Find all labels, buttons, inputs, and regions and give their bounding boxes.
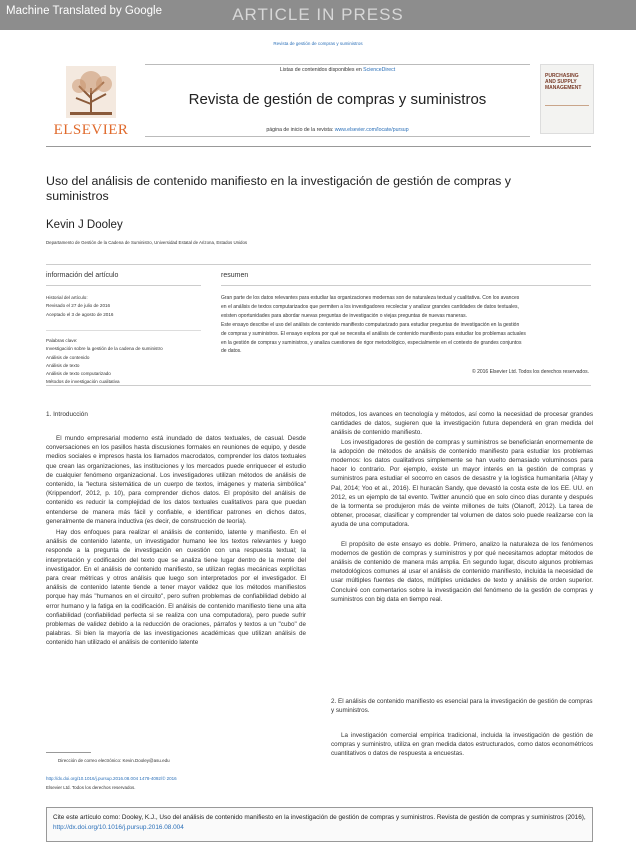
elsevier-tree-logo <box>46 64 136 120</box>
abstract-heading: resumen <box>221 272 249 279</box>
keyword: Análisis de contenido <box>46 354 90 360</box>
abstract-line: en el análisis de textos computarizados que permiten a los investigadores recolectar y analizar grandes cantidades de datos textuales, <box>221 303 519 310</box>
paragraph: métodos, los avances en tecnología y métodos, así como la necesidad de procesar grandes cantidades de datos, sugieren que la investigación futura dependerá en gran medida del análisis de contenido manifiesto. <box>331 411 593 437</box>
paragraph: Hay dos enfoques para realizar el análisis de contenido, latente y manifiesto. En el análisis de contenido latente, un investigador humano lee los textos relevantes y luego responde a la pregunta de investigación en cuestión con una respuesta textual; la interpretación y codificación del texto que se analiza tiene lugar dentro de la mente del investigador. En el análisis de contenido manifiesto, se utilizan reglas mecánicas explícitas para crear métricas y otros análisis que luego son interpretados por el investigador. El análisis de contenido latente tiende a tener mayor validez que los métodos manifiestos porque hay más "humanos en el circuito", pero sufren problemas de confiabilidad debido al error humano y la fatiga en la codificación. El análisis de contenido manifiesto tiene una alta confiabilidad (confiabilidad perfecta si se realiza con una computadora), pero puede sufrir problemas de validez debido a la reducción de oraciones, párrafos y textos a un "cubo" de palabras. Si bien la mayoría de las investigaciones académicas que utilizan análisis de contenido han utilizado el análisis de contenido latente <box>46 529 306 647</box>
info-divider <box>46 285 201 286</box>
citation-prefix: Cite este artículo como: Dooley, K.J., Uso del análisis de contenido manifiesto en la investigación de gestión de compras y suministros. Revista de gestión de compras y <box>53 814 530 821</box>
publisher-logo-text: ELSEVIER <box>53 122 129 138</box>
paragraph: El propósito de este ensayo es doble. Primero, analizo la naturaleza de los fenómenos modernos de gestión de compras y suministros y por qué necesitamos adoptar métodos de análisis de contenido de manera más amplia. En segundo lugar, discuto algunos problemas metodológicos comunes al usar el análisis de contenido manifiesto, incluida la necesidad de usar múltiples fuentes de datos, múltiples unidades de texto y análisis de orden superior. Concluiré con comentarios sobre la investigación del fenómeno de la gestión de compras y suministros con big data en tiempo real. <box>331 540 593 603</box>
citation-box <box>46 807 593 842</box>
keyword: Métodos de investigación cualitativa <box>46 379 120 385</box>
right-column-text <box>331 410 593 604</box>
cover-line: PURCHASING <box>545 73 579 79</box>
cover-line: MANAGEMENT <box>545 85 582 91</box>
cover-rule <box>545 105 589 106</box>
footnote-text: Dirección de correo electrónico: Kevin.Dooley@asu.edu <box>58 758 170 763</box>
history-accepted: Aceptado el 3 de agosto de 2016 <box>46 311 114 317</box>
cover-line: AND SUPPLY <box>545 79 577 85</box>
paragraph: Los investigadores de gestión de compras y suministros se beneficiarán enormemente de la adopción de métodos de análisis de contenido manifiesto para estudiar los problemas modernos: los datos cualitativos simplemente se han vuelto demasiado voluminosos para hacer lo contrario. Por ejemplo, existe un mayor interés en la gestión de compras y suministros para estudiar el socorro en casos de desastre y la logística humanitaria (Altay y Pal, 2014; Yoo et al., 2016). El huracán Sandy, que devastó la costa este de los EE. UU. en 2012, es un ejemplo de tal evento. Twitter anunció que en solo cinco días durante y después de la tormenta se produjeron más de veinte millones de tuits (Olanoff, 2012). La tarea de obtener, procesar, clasificar y comprender tal volumen de datos solo puede realizarse con la ayuda de una computadora. <box>331 438 593 529</box>
abstract-line: Gran parte de los datos relevantes para estudiar las organizaciones modernas son de naturaleza textual y cualitativa. Con los avances <box>221 295 520 301</box>
journal-title: Revista de gestión de compras y suministros <box>188 91 487 108</box>
citation-doi-link[interactable]: http://dx.doi.org/10.1016/j.pursup.2016.08.004 <box>53 824 184 831</box>
article-history <box>46 294 206 319</box>
header-divider <box>46 146 591 147</box>
abstract-line: existen oportunidades para abordar nuevas preguntas de investigación o viejas preguntas de nuevas maneras. <box>221 312 467 319</box>
section-1-heading: 1. Introducción <box>46 411 88 418</box>
article-status: ARTICLE IN PRESS <box>232 5 404 24</box>
abstract-line: Este ensayo describe el uso del análisis de contenido manifiesto computarizado para estudiar preguntas de investigación en la gestión <box>221 321 520 328</box>
keywords-list <box>46 337 206 387</box>
article-title-line: suministros <box>46 189 109 203</box>
left-column-text <box>46 434 306 648</box>
history-revised: Revisado el 27 de julio de 2016 <box>46 303 111 309</box>
running-header-link[interactable]: Revista de gestión de compras y suministros <box>273 41 363 46</box>
article-doi-line[interactable]: http://dx.doi.org/10.1016/j.pursup.2016.08.004 1478-4092/© 2016 <box>46 776 177 781</box>
keyword: Análisis de texto <box>46 362 80 368</box>
translator-label: Machine Translated by Google <box>6 5 162 17</box>
copyright-notice: © 2016 Elsevier Ltd. Todos los derechos reservados. <box>472 369 589 375</box>
section-2-text <box>331 731 593 759</box>
sciencedirect-link[interactable]: ScienceDirect <box>363 67 396 73</box>
footnote-rule <box>46 752 91 753</box>
article-info-heading: información del artículo <box>46 272 119 279</box>
paragraph: El mundo empresarial moderno está inundado de datos textuales, de casual. Desde conversaciones en los pasillos hasta discusiones formales en reuniones de equipo, y desde medios sociales e impresos hasta los llamados macrodatos, comprender los datos textuales que crean las organizaciones, las instituciones y los mercados puede enriquecer el estudio de cualquier fenómeno organizacional. Los investigadores utilizan métodos de análisis de contenido, la "lectura sistemática de un cuerpo de textos, imágenes y materia simbólica" (Krippendorf, 2012, p. 10), para comprender dichos datos. El propósito del análisis de contenido es reducir la complejidad de los datos textuales cualitativos para que puedan entenderse de manera más fácil y confiable, e identificar patrones en dichos datos, generalmente de manera inductiva (es decir, de construcción de teoría). <box>46 435 306 525</box>
rights-line: Elsevier Ltd. Todos los derechos reservados. <box>46 785 136 790</box>
paragraph: La investigación comercial empírica tradicional, incluida la investigación de gestión de compras y suministro, utiliza en gran medida datos estructurados, como datos econométricos cuantitativos o datos de respuesta a encuestas. <box>331 732 593 758</box>
abstract-line: de compras y suministros. El ensayo explora por qué se necesita el análisis de contenido manifiesto para estudiar los problemas actuales <box>221 330 526 337</box>
author-affiliation: Departamento de Gestión de la Cadena de Suministro, Universidad Estatal de Arizona, Estados Unidos <box>46 240 248 245</box>
homepage-prefix: página de inicio de la revista: <box>266 127 334 133</box>
citation-text <box>47 808 592 838</box>
article-title-line: Uso del análisis de contenido manifiesto en la investigación de gestión de compras y <box>46 174 511 188</box>
author-name[interactable]: Kevin J Dooley <box>46 219 123 231</box>
history-label: Historial del artículo: <box>46 295 88 300</box>
journal-cover-thumbnail <box>540 64 594 134</box>
contents-prefix: Listas de contenidos disponibles en <box>279 67 362 73</box>
keywords-divider <box>46 330 201 331</box>
footnote <box>58 758 170 763</box>
citation-suffix: suministros (2016), <box>531 814 586 821</box>
abstract-line: en la gestión de compras y suministros, y analiza cuestiones de rigor metodológico, especialmente en el contexto de grandes conjuntos <box>221 339 522 346</box>
body-divider <box>46 385 591 386</box>
info-top-divider <box>46 264 591 265</box>
abstract-divider <box>221 285 591 286</box>
abstract-body <box>221 294 596 356</box>
keyword: Investigación sobre la gestión de la cadena de suministro <box>46 346 163 352</box>
abstract-line: de datos. <box>221 348 242 355</box>
journal-homepage <box>145 127 530 133</box>
homepage-link[interactable]: www.elsevier.com/locate/pursup <box>334 127 409 133</box>
keyword: Análisis de texto computarizado <box>46 371 111 377</box>
section-2-heading: 2. El análisis de contenido manifiesto es esencial para la investigación de gestión de compras y suministros. <box>331 698 593 715</box>
keywords-label: Palabras clave: <box>46 338 78 343</box>
contents-availability <box>145 67 530 73</box>
article-title <box>46 174 596 204</box>
